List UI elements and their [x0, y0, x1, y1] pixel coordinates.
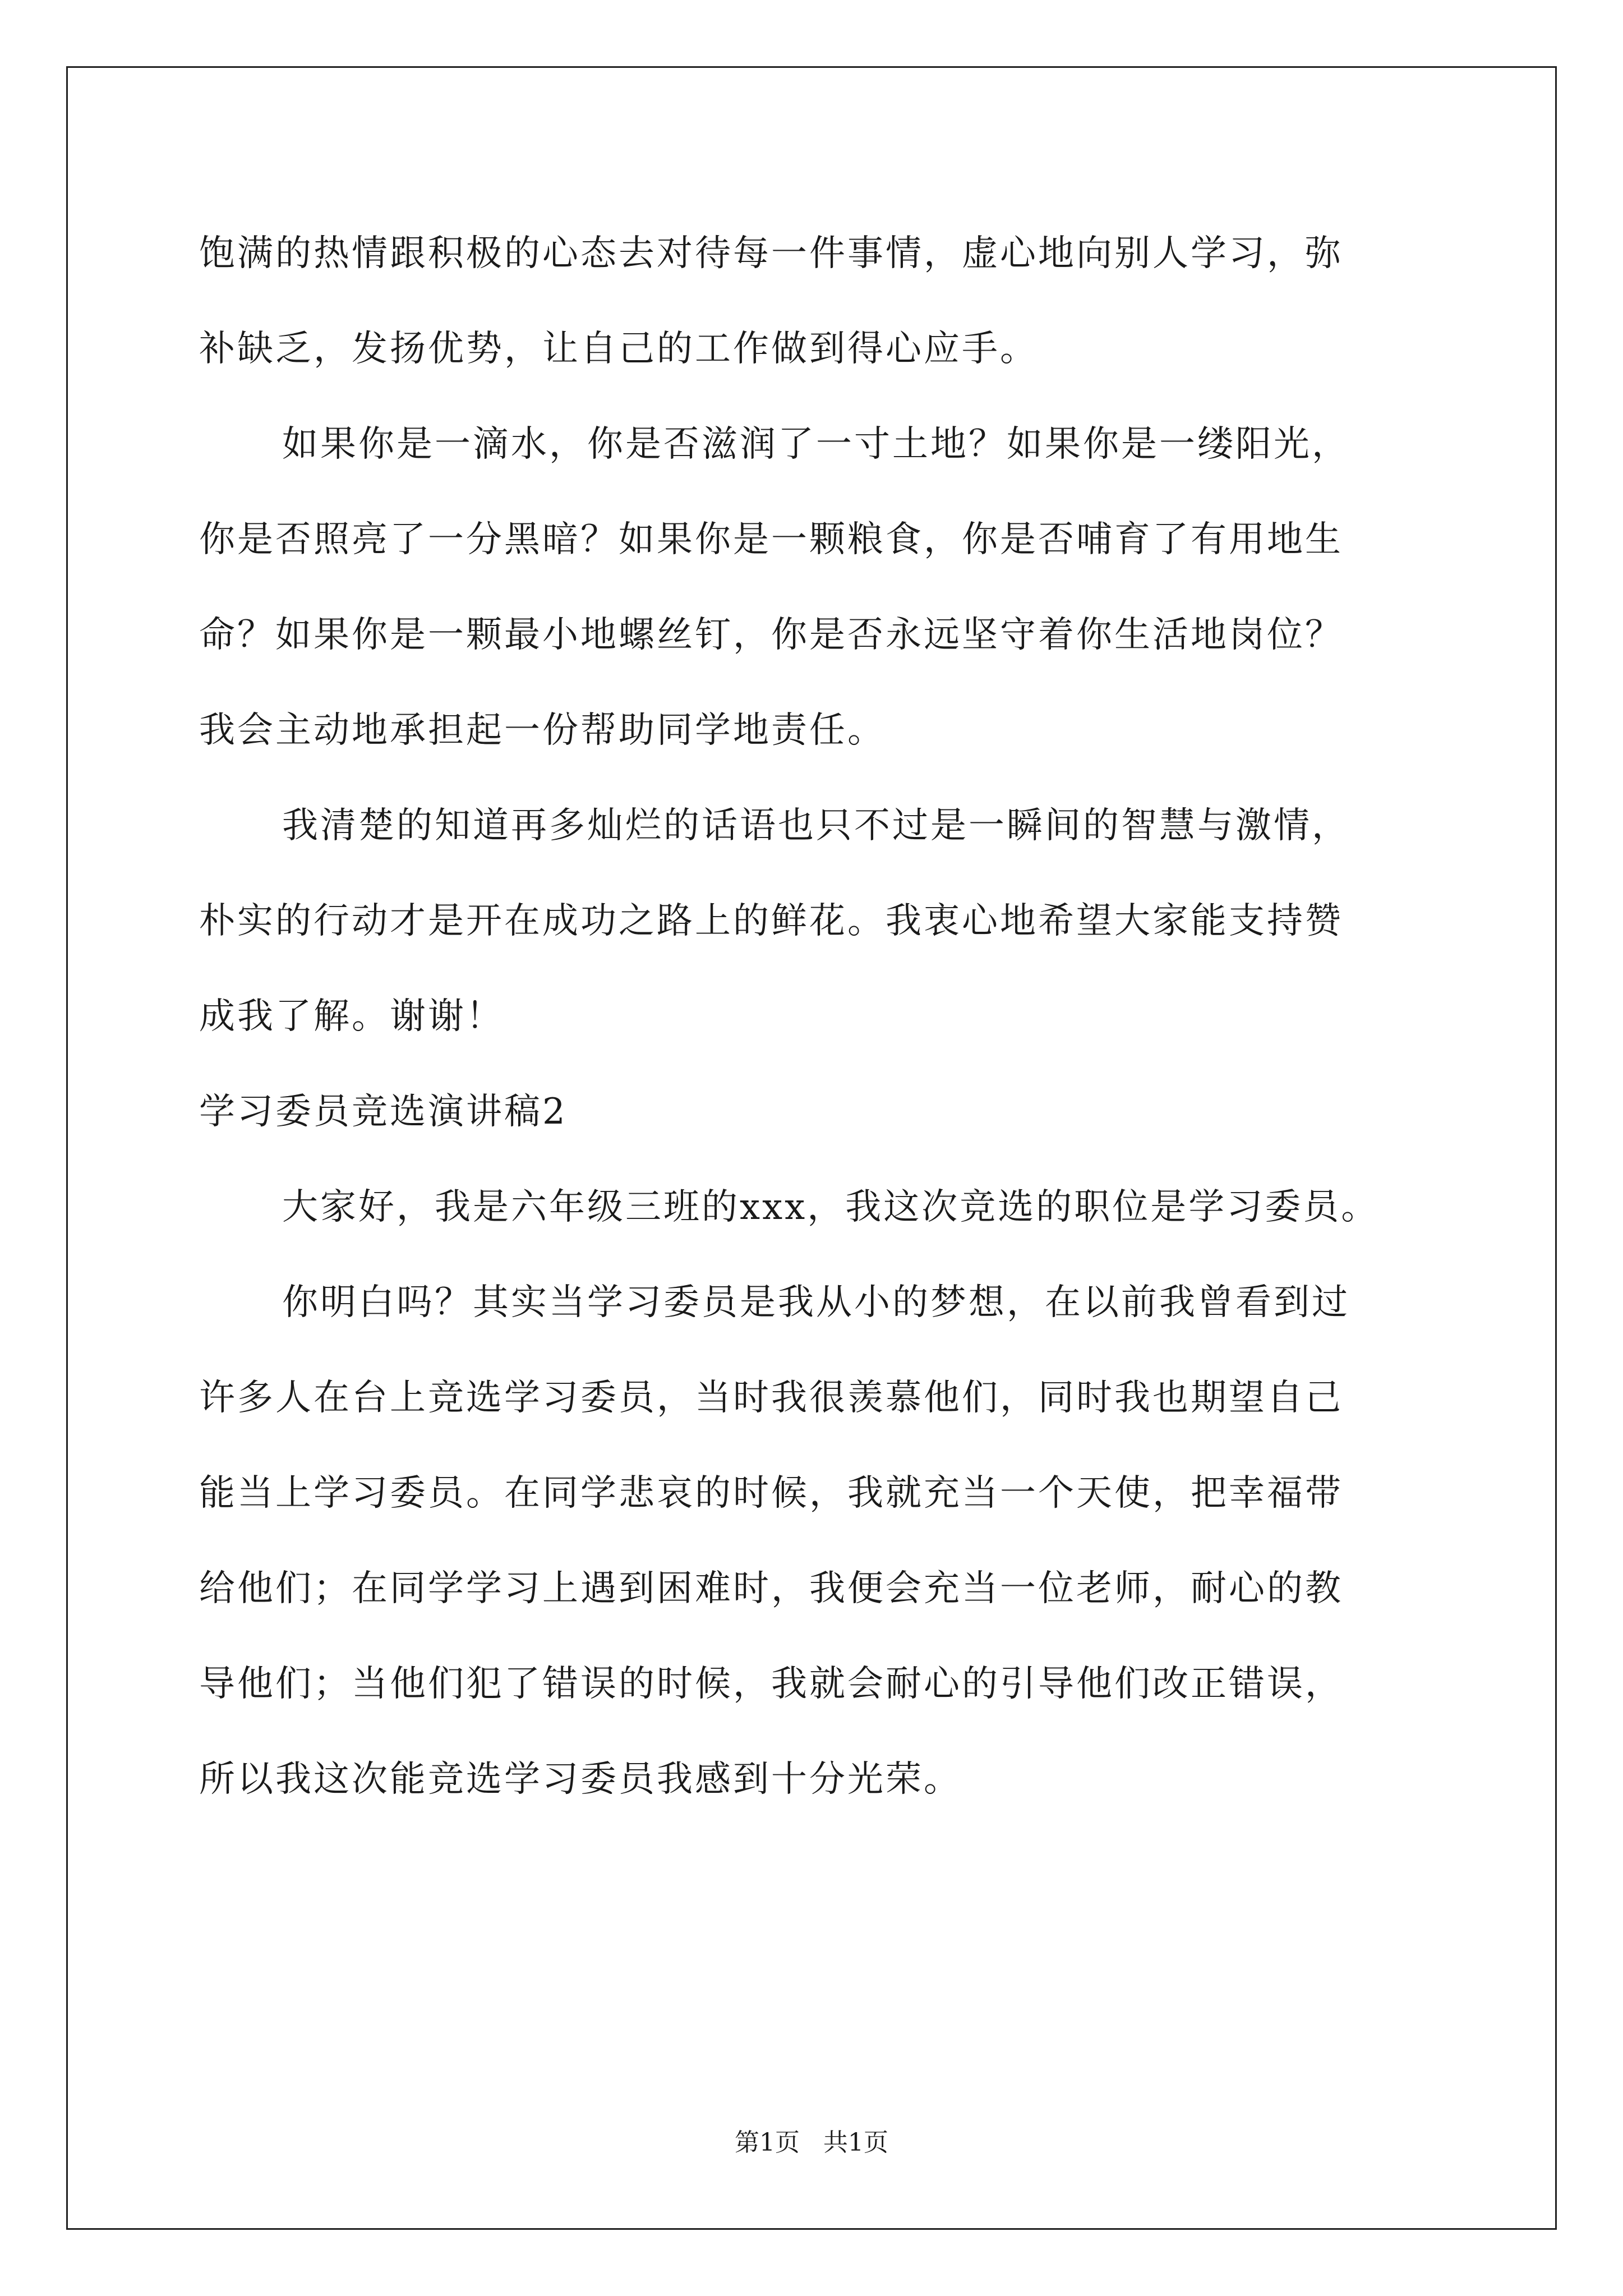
body-line-5: 命？如果你是一颗最小地螺丝钉，你是否永远坚守着你生活地岗位？	[199, 614, 1343, 656]
body-line-8: 朴实的行动才是开在成功之路上的鲜花。我衷心地希望大家能支持赞	[199, 900, 1343, 942]
body-line-3: 如果你是一滴水，你是否滋润了一寸土地？如果你是一缕阳光，	[282, 424, 1350, 465]
body-line-2: 补缺乏，发扬优势，让自己的工作做到得心应手。	[199, 328, 1038, 370]
body-line-12: 你明白吗？其实当学习委员是我从小的梦想，在以前我曾看到过	[282, 1282, 1350, 1323]
body-line-17: 所以我这次能竞选学习委员我感到十分光荣。	[199, 1759, 962, 1800]
page-footer: 第1页 共1页	[735, 2128, 888, 2157]
body-line-9: 成我了解。谢谢！	[199, 996, 504, 1037]
body-line-4: 你是否照亮了一分黑暗？如果你是一颗粮食，你是否哺育了有用地生	[199, 519, 1343, 560]
section-heading: 学习委员竞选演讲稿2	[199, 1091, 568, 1133]
body-line-6: 我会主动地承担起一份帮助同学地责任。	[199, 710, 886, 751]
body-line-1: 饱满的热情跟积极的心态去对待每一件事情，虚心地向别人学习，弥	[199, 233, 1343, 274]
body-line-14: 能当上学习委员。在同学悲哀的时候，我就充当一个天使，把幸福带	[199, 1473, 1343, 1514]
body-line-7: 我清楚的知道再多灿烂的话语也只不过是一瞬间的智慧与激情，	[282, 805, 1350, 846]
body-line-13: 许多人在台上竞选学习委员，当时我很羡慕他们，同时我也期望自己	[199, 1377, 1343, 1419]
body-line-11: 大家好，我是六年级三班的xxx，我这次竞选的职位是学习委员。	[282, 1186, 1380, 1228]
body-line-15: 给他们；在同学学习上遇到困难时，我便会充当一位老师，耐心的教	[199, 1568, 1343, 1609]
body-line-16: 导他们；当他们犯了错误的时候，我就会耐心的引导他们改正错误，	[199, 1663, 1343, 1705]
page-border	[66, 66, 1557, 2230]
